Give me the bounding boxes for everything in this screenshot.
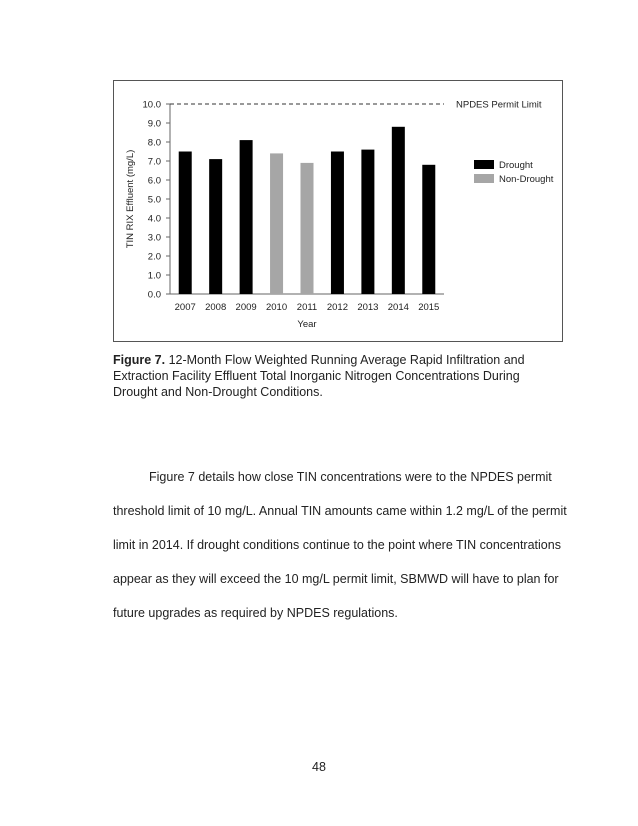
chart-frame — [113, 80, 563, 342]
bar-2015 — [422, 165, 435, 294]
figure-caption-text: 12-Month Flow Weighted Running Average Rapid Infiltration and Extraction Facility Effluent Total Inorganic Nitrogen Concentrations During Drought and Non-Drought Conditions. — [113, 353, 525, 399]
x-tick-label: 2011 — [296, 302, 318, 313]
x-tick-label: 2010 — [265, 302, 288, 313]
legend-swatch-non-drought — [474, 174, 494, 183]
legend-label-drought: Drought — [499, 160, 533, 171]
body-paragraph: Figure 7 details how close TIN concentrations were to the NPDES permit threshold limit of 10 mg/L. Annual TIN amounts came within 1.2 mg/L of the permit limit in 2014. If drought conditions continue to the point where TIN concentrations appear as they will exceed the 10 mg/L permit limit, SBMWD will have to plan for future upgrades as required by NPDES regulations. — [113, 470, 567, 620]
x-tick-label: 2012 — [326, 302, 349, 313]
legend-swatch-drought — [474, 160, 494, 169]
y-tick-label: 0.0 — [147, 289, 161, 301]
legend-label-non-drought: Non-Drought — [499, 174, 554, 185]
bar-2013 — [361, 150, 374, 294]
x-tick-label: 2007 — [174, 302, 196, 313]
tin-bar-chart — [114, 81, 562, 341]
page-number: 48 — [312, 760, 326, 774]
x-tick-label: 2013 — [357, 302, 379, 313]
bar-2011 — [301, 163, 314, 294]
y-tick-label: 2.0 — [147, 251, 161, 263]
y-tick-label: 10.0 — [142, 99, 161, 111]
y-axis-title: TIN RIX Effluent (mg/L) — [125, 149, 136, 249]
npdes-limit-label: NPDES Permit Limit — [456, 99, 542, 111]
x-tick-label: 2008 — [205, 302, 227, 313]
figure-label: Figure 7. — [113, 353, 166, 367]
body-text — [113, 460, 573, 630]
y-tick-label: 5.0 — [147, 194, 161, 206]
y-tick-label: 8.0 — [147, 137, 161, 149]
x-tick-label: 2009 — [235, 302, 257, 313]
y-tick-label: 6.0 — [147, 175, 161, 187]
x-tick-label: 2014 — [387, 302, 409, 313]
bar-2007 — [179, 152, 192, 295]
y-tick-label: 7.0 — [147, 156, 161, 168]
figure-caption — [113, 352, 563, 400]
x-axis-title: Year — [297, 319, 317, 330]
x-tick-label: 2015 — [418, 302, 440, 313]
y-tick-label: 1.0 — [147, 270, 161, 282]
bar-2014 — [392, 127, 405, 294]
bar-2012 — [331, 152, 344, 295]
bar-2009 — [240, 140, 253, 294]
y-tick-label: 4.0 — [147, 213, 161, 225]
bar-2010 — [270, 153, 283, 294]
bar-2008 — [209, 159, 222, 294]
y-tick-label: 9.0 — [147, 118, 161, 130]
y-tick-label: 3.0 — [147, 232, 161, 244]
